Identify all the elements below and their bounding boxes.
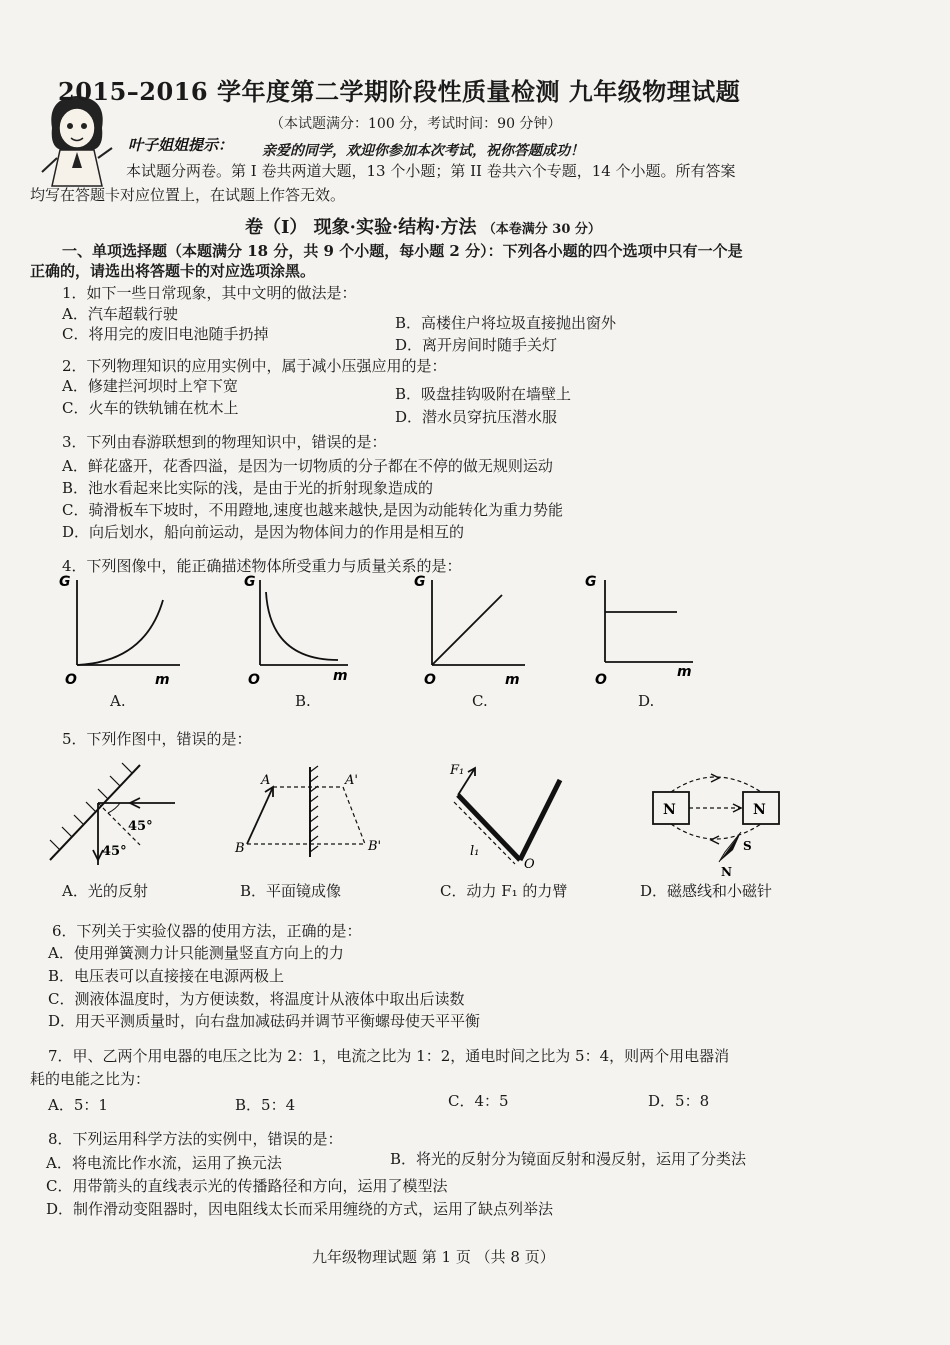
q4b-y-label: G: [244, 574, 256, 590]
q6-option-a: A．使用弹簧测力计只能测量竖直方向上的力: [48, 944, 344, 962]
q5-caption-d: D．磁感线和小磁针: [640, 882, 773, 900]
q5-pivot-label: O: [524, 857, 535, 872]
q4c-origin: O: [424, 672, 436, 688]
q4-graph-d: [585, 570, 705, 690]
q1-option-d: D．离开房间时随手关灯: [395, 336, 558, 354]
section-title-text: 卷（I） 现象·实验·结构·方法: [245, 217, 477, 238]
q5-figure-lever: [440, 760, 580, 875]
q8-stem: 8．下列运用科学方法的实例中，错误的是：: [48, 1130, 343, 1148]
page-footer: 九年级物理试题 第 1 页 （共 8 页）: [312, 1248, 555, 1266]
q5-arm-label: l₁: [470, 844, 480, 859]
q5-point-a-prime: A': [345, 773, 358, 788]
q3-option-c: C．骑滑板车下坡时，不用蹬地,速度也越来越快,是因为动能转化为重力势能: [62, 501, 564, 519]
q5-caption-b: B．平面镜成像: [240, 882, 342, 900]
q5-stem: 5．下列作图中，错误的是：: [62, 730, 252, 748]
part1-heading-2: 正确的，请选出将答题卡的对应选项涂黑。: [30, 262, 316, 280]
q5-compass-n: N: [721, 865, 732, 879]
q7-option-a: A．5：1: [48, 1096, 108, 1114]
q7-stem-2: 耗的电能之比为：: [30, 1070, 151, 1088]
q2-option-d: D．潜水员穿抗压潜水服: [395, 408, 558, 426]
q2-option-c: C．火车的铁轨铺在枕木上: [62, 399, 239, 417]
q5-angle-2: 45°: [102, 844, 127, 859]
q4-graph-b: [238, 570, 358, 690]
q5-caption-a: A．光的反射: [62, 882, 148, 900]
q6-option-c: C．测液体温度时，为方便读数，将温度计从液体中取出后读数: [48, 990, 465, 1008]
q8-option-c: C．用带箭头的直线表示光的传播路径和方向，运用了模型法: [46, 1177, 448, 1195]
q5-point-b: B: [235, 841, 245, 856]
section-title: [245, 213, 601, 239]
q5-point-b-prime: B': [368, 839, 382, 854]
intro-line-2: 均写在答题卡对应位置上，在试题上作答无效。: [30, 186, 346, 204]
q7-stem: 7．甲、乙两个用电器的电压之比为 2：1，电流之比为 1：2，通电时间之比为 5：4，则两个用电器消: [48, 1047, 730, 1065]
q6-stem: 6．下列关于实验仪器的使用方法，正确的是：: [52, 922, 362, 940]
q2-option-a: A．修建拦河坝时上窄下宽: [62, 377, 238, 395]
q5-force-label: F₁: [450, 763, 465, 778]
q7-option-c: C．4：5: [448, 1092, 509, 1110]
q5-magnet-n-right: N: [753, 802, 766, 818]
q7-option-d: D．5：8: [648, 1092, 710, 1110]
section-note: （本卷满分 30 分）: [482, 222, 601, 237]
q3-option-b: B．池水看起来比实际的浅，是由于光的折射现象造成的: [62, 479, 434, 497]
q4d-y-label: G: [585, 574, 597, 590]
q2-stem: 2．下列物理知识的应用实例中，属于减小压强应用的是：: [62, 357, 447, 375]
q2-option-b: B．吸盘挂钩吸附在墙壁上: [395, 385, 572, 403]
q4a-y-label: G: [59, 574, 71, 590]
q1-option-b: B．高楼住户将垃圾直接抛出窗外: [395, 314, 617, 332]
q1-option-c: C．将用完的废旧电池随手扔掉: [62, 325, 269, 343]
q5-figure-magnets: [645, 770, 805, 880]
q5-figure-reflection: [40, 755, 185, 875]
q8-option-a: A．将电流比作水流，运用了换元法: [46, 1154, 282, 1172]
q5-point-a: A: [261, 773, 271, 788]
q6-option-b: B．电压表可以直接接在电源两极上: [48, 967, 285, 985]
q4-label-c: C.: [472, 692, 488, 710]
q3-stem: 3．下列由春游联想到的物理知识中，错误的是：: [62, 433, 387, 451]
q4b-origin: O: [248, 672, 260, 688]
q4b-x-label: m: [333, 668, 348, 684]
q4-label-a: A.: [110, 692, 126, 710]
tip-label: 叶子姐姐提示：: [128, 136, 234, 154]
q8-option-d: D．制作滑动变阻器时，因电阻线太长而采用缠绕的方式，运用了缺点列举法: [46, 1200, 554, 1218]
exam-subtitle: （本试题满分：100 分，考试时间：90 分钟）: [270, 116, 562, 132]
part1-heading: 一、单项选择题（本题满分 18 分，共 9 个小题，每小题 2 分）：下列各小题的四个选项中只有一个是: [62, 242, 743, 260]
q4a-origin: O: [65, 672, 77, 688]
q3-option-a: A．鲜花盛开，花香四溢，是因为一切物质的分子都在不停的做无规则运动: [62, 457, 553, 475]
q5-magnet-n-left: N: [663, 802, 676, 818]
q5-caption-c: C．动力 F₁ 的力臂: [440, 882, 568, 900]
q4d-x-label: m: [677, 664, 692, 680]
q5-angle-1: 45°: [128, 819, 153, 834]
q5-figure-mirror: [225, 762, 395, 862]
tip-text: 亲爱的同学，欢迎你参加本次考试，祝你答题成功！: [262, 143, 584, 159]
q8-option-b: B．将光的反射分为镜面反射和漫反射，运用了分类法: [390, 1150, 747, 1168]
q4a-x-label: m: [155, 672, 170, 688]
q4d-origin: O: [595, 672, 607, 688]
q3-option-d: D．向后划水，船向前运动，是因为物体间力的作用是相互的: [62, 523, 465, 541]
q4-stem: 4．下列图像中，能正确描述物体所受重力与质量关系的是：: [62, 557, 462, 575]
q6-option-d: D．用天平测质量时，向右盘加减砝码并调节平衡螺母使天平平衡: [48, 1012, 481, 1030]
q4-label-b: B.: [295, 692, 311, 710]
q5-compass-s: S: [743, 839, 752, 853]
intro-line-1: 本试题分两卷。第 I 卷共两道大题，13 个小题；第 II 卷共六个专题，14 个小题。所有答案: [126, 162, 736, 180]
q1-option-a: A．汽车超载行驶: [62, 305, 178, 323]
q4-graph-c: [410, 570, 530, 690]
q7-option-b: B．5：4: [235, 1096, 296, 1114]
q1-stem: 1．如下一些日常现象，其中文明的做法是：: [62, 284, 357, 302]
exam-title: 2015–2016 学年度第二学期阶段性质量检测 九年级物理试题: [58, 77, 741, 106]
q4-graph-a: [55, 570, 185, 690]
q4c-y-label: G: [414, 574, 426, 590]
q4c-x-label: m: [505, 672, 520, 688]
q4-label-d: D.: [638, 692, 655, 710]
